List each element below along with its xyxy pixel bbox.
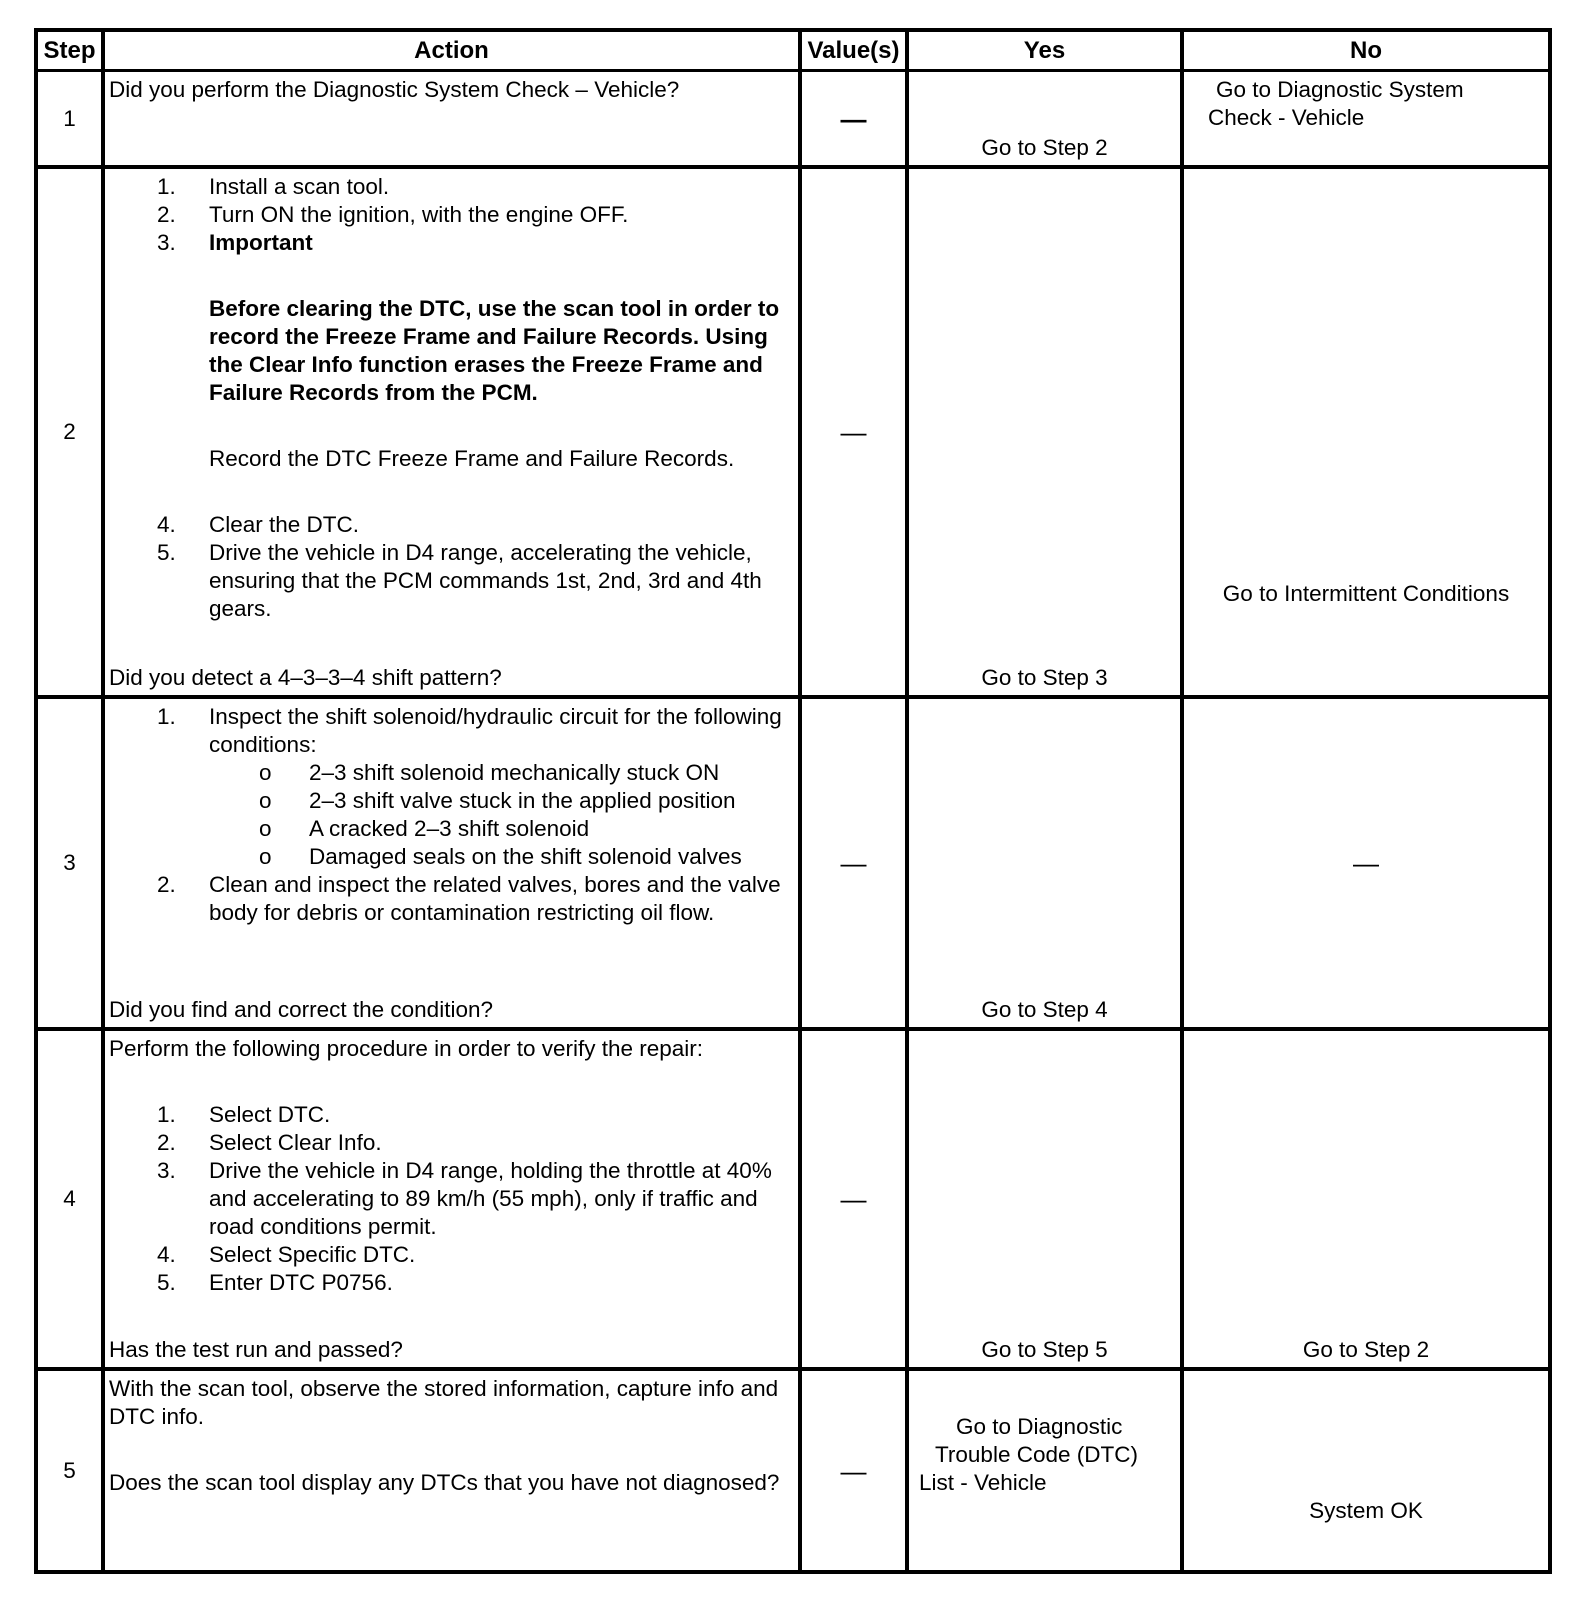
yes-action-line: Go to Diagnostic	[956, 1414, 1123, 1439]
yes-action: Go to Step 4	[981, 997, 1108, 1022]
no-action: Go to Step 2	[1302, 1337, 1430, 1362]
item-text: Select Specific DTC.	[209, 1242, 416, 1267]
list-item	[109, 703, 794, 759]
item-number: 2.	[157, 202, 176, 227]
bullet-icon: o	[259, 844, 272, 869]
action-question: Does the scan tool display any DTCs that you have not diagnosed?	[109, 1470, 780, 1495]
value-cell: —	[840, 848, 867, 878]
step-number: 1	[63, 105, 76, 131]
header-yes: Yes	[1023, 36, 1066, 64]
item-text: Select Clear Info.	[209, 1130, 382, 1155]
no-action-line: Go to Diagnostic System	[1216, 77, 1464, 102]
list-item	[109, 1129, 794, 1157]
row-divider	[38, 1367, 1548, 1371]
item-number: 4.	[157, 512, 176, 537]
list-item	[109, 511, 794, 539]
step-number: 5	[63, 1457, 76, 1483]
yes-action-line: List - Vehicle	[919, 1470, 1047, 1495]
item-number: 2.	[157, 1130, 176, 1155]
value-cell: —	[840, 103, 867, 134]
list-item	[109, 173, 794, 201]
bullet-item	[109, 759, 794, 787]
important-note: Before clearing the DTC, use the scan tool in order to record the Freeze Frame and Failure Records. Using the Clear Info function erases the Freeze Frame and Failure Records from the PCM.	[209, 296, 780, 405]
step-number: 2	[63, 419, 76, 444]
no-action	[1184, 76, 1548, 132]
list-item	[109, 539, 794, 623]
yes-action: Go to Step 3	[981, 665, 1108, 690]
step-number: 3	[63, 850, 76, 875]
item-text: Inspect the shift solenoid/hydraulic circuit for the following conditions:	[209, 704, 782, 757]
no-action: Go to Intermittent Conditions	[1222, 581, 1510, 606]
item-text: Drive the vehicle in D4 range, accelerating the vehicle, ensuring that the PCM commands 1st, 2nd, 3rd and 4th gears.	[209, 540, 762, 621]
column-divider	[101, 32, 105, 1570]
yes-action: Go to Step 2	[981, 135, 1108, 160]
no-action: —	[1353, 848, 1379, 878]
action-cell	[109, 1035, 794, 1297]
item-number: 5.	[157, 540, 176, 565]
list-item	[109, 201, 794, 229]
diagnostic-table	[34, 28, 1552, 1574]
item-number: 2.	[157, 872, 176, 897]
action-question: Did you detect a 4–3–3–4 shift pattern?	[109, 665, 502, 690]
item-text: Select DTC.	[209, 1102, 331, 1127]
row-divider	[38, 165, 1548, 169]
bullet-text: 2–3 shift valve stuck in the applied position	[309, 788, 736, 813]
list-item	[109, 1101, 794, 1129]
item-text: Enter DTC P0756.	[209, 1270, 393, 1295]
value-cell: —	[840, 1455, 867, 1486]
list-item	[109, 1269, 794, 1297]
no-action: System OK	[1309, 1498, 1423, 1523]
item-text: Clean and inspect the related valves, bores and the valve body for debris or contamination restricting oil flow.	[209, 872, 781, 925]
list-item	[109, 229, 794, 257]
header-action: Action	[414, 36, 489, 64]
item-number: 5.	[157, 1270, 176, 1295]
item-text: Install a scan tool.	[209, 174, 390, 199]
no-action-line: Check - Vehicle	[1208, 105, 1365, 130]
record-text: Record the DTC Freeze Frame and Failure Records.	[209, 446, 735, 471]
action-question: Did you perform the Diagnostic System Check – Vehicle?	[109, 77, 680, 102]
header-values: Value(s)	[807, 36, 900, 64]
value-cell: —	[840, 1184, 867, 1214]
bullet-icon: o	[259, 788, 272, 813]
list-item	[109, 1241, 794, 1269]
bullet-text: 2–3 shift solenoid mechanically stuck ON	[309, 760, 720, 785]
bullet-icon: o	[259, 760, 272, 785]
item-text: Clear the DTC.	[209, 512, 360, 537]
value-cell: —	[840, 417, 867, 447]
step-number: 4	[63, 1186, 76, 1211]
item-text: Drive the vehicle in D4 range, holding the throttle at 40% and accelerating to 89 km/h (55 mph), only if traffic and road conditions permit.	[209, 1158, 772, 1239]
bullet-item	[109, 787, 794, 815]
list-item	[109, 1157, 794, 1241]
item-number: 3.	[157, 230, 176, 255]
header-step: Step	[43, 36, 96, 64]
action-cell	[109, 1375, 794, 1497]
bullet-text: A cracked 2–3 shift solenoid	[309, 816, 590, 841]
list-item	[109, 871, 794, 927]
item-number: 1.	[157, 704, 176, 729]
action-question: Has the test run and passed?	[109, 1337, 403, 1362]
item-text: Turn ON the ignition, with the engine OFF.	[209, 202, 629, 227]
row-divider	[38, 69, 1548, 72]
action-cell	[109, 173, 794, 623]
item-number: 1.	[157, 1102, 176, 1127]
item-number: 3.	[157, 1158, 176, 1183]
bullet-item	[109, 843, 794, 871]
yes-action: Go to Step 5	[981, 1337, 1108, 1362]
yes-action	[909, 1413, 1180, 1497]
header-no: No	[1350, 36, 1382, 64]
bullet-icon: o	[259, 816, 272, 841]
important-label: Important	[209, 230, 313, 255]
item-number: 4.	[157, 1242, 176, 1267]
bullet-text: Damaged seals on the shift solenoid valves	[309, 844, 742, 869]
yes-action-line: Trouble Code (DTC)	[935, 1442, 1138, 1467]
row-divider	[38, 1027, 1548, 1031]
bullet-item	[109, 815, 794, 843]
action-question: Did you find and correct the condition?	[109, 997, 493, 1022]
action-text: With the scan tool, observe the stored information, capture info and DTC info.	[109, 1376, 779, 1429]
intro-text: Perform the following procedure in order to verify the repair:	[109, 1036, 704, 1061]
action-cell	[109, 703, 794, 927]
item-number: 1.	[157, 174, 176, 199]
